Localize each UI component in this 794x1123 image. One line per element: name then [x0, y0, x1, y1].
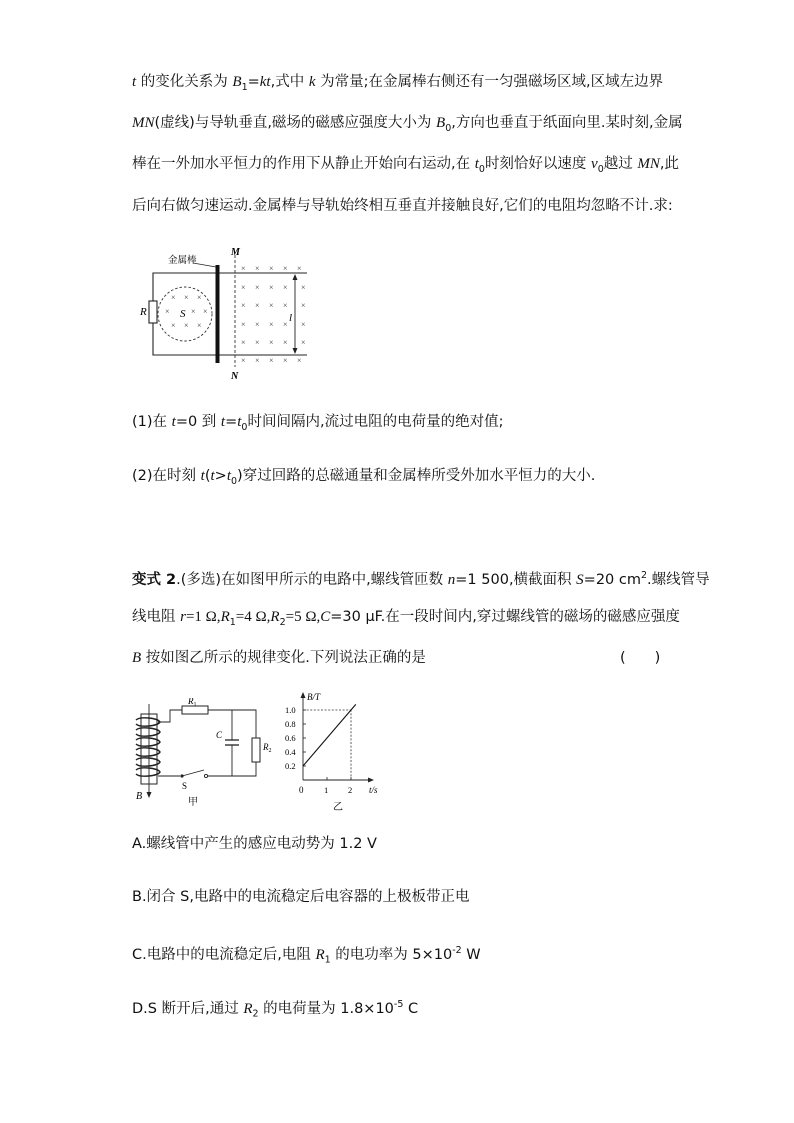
svg-text:×: ×	[297, 356, 302, 365]
question-2: (2)在时刻 $t(t>t_0)$穿过回路的总磁通量和金属棒所受外加水平恒力的大小.	[132, 468, 596, 487]
svg-text:×: ×	[241, 301, 246, 310]
y-axis-label: B/T	[307, 692, 321, 702]
svg-text:×: ×	[269, 264, 274, 273]
y-tick-label: 0.2	[285, 761, 296, 771]
label-R: R	[140, 306, 147, 318]
problem2-line-3: B 按如图乙所示的规律变化.下列说法正确的是	[132, 650, 426, 666]
problem1-line-2: MN(虚线)与导轨垂直,磁场的磁感应强度大小为 $B_0$,方向也垂直于纸面向里.某时刻,金属	[132, 115, 683, 134]
svg-text:×: ×	[241, 264, 246, 273]
svg-text:×: ×	[197, 321, 202, 330]
svg-text:×: ×	[301, 283, 306, 292]
svg-text:×: ×	[241, 338, 246, 347]
label-l: l	[289, 312, 293, 324]
label-R2: $R_2$	[263, 742, 272, 754]
y-tick-label: 0.8	[285, 719, 296, 729]
svg-text:×: ×	[197, 293, 202, 302]
svg-text:×: ×	[241, 320, 246, 329]
series-line-B	[303, 704, 356, 766]
x-tick-label: 2	[348, 785, 353, 795]
svg-text:×: ×	[297, 264, 302, 273]
svg-text:×: ×	[301, 301, 306, 310]
svg-text:×: ×	[283, 301, 288, 310]
resistor-R	[149, 301, 157, 323]
problem1-line-1: t 的变化关系为 $B_1=kt$,式中 k 为常量;在金属棒右侧还有一匀强磁场区域,区域左边界	[132, 74, 664, 93]
problem2-line-2: 线电阻 r=1 $\Omega,R_1=4$ $\Omega,R_2=5$ Ω,C=30 μF.在一段时间内,穿过螺线管的磁场的磁感应强度	[132, 609, 680, 628]
svg-text:×: ×	[255, 320, 260, 329]
label-M: M	[231, 247, 240, 258]
svg-text:×: ×	[255, 283, 260, 292]
svg-text:×: ×	[283, 264, 288, 273]
svg-text:×: ×	[191, 307, 196, 316]
svg-text:×: ×	[184, 321, 189, 330]
caption-yi: 乙	[333, 802, 343, 813]
svg-text:×: ×	[301, 320, 306, 329]
bt-graph-yi	[283, 690, 393, 818]
circuit-figure-jia	[128, 698, 276, 810]
label-S: S	[180, 308, 186, 320]
caption-jia: 甲	[188, 797, 198, 808]
svg-text:×: ×	[241, 356, 246, 365]
svg-text:×: ×	[241, 283, 246, 292]
svg-text:×: ×	[255, 264, 260, 273]
svg-text:×: ×	[269, 338, 274, 347]
answer-bracket[interactable]: ( )	[620, 650, 661, 666]
problem2-line-1: 变式 2.(多选)在如图甲所示的电路中,螺线管匝数 n=1 500,横截面积 S=20 $cm^2$.螺线管导	[132, 570, 710, 588]
svg-text:×: ×	[283, 356, 288, 365]
resistor-R2	[252, 738, 260, 762]
svg-text:×: ×	[269, 283, 274, 292]
origin-label: 0	[299, 785, 304, 795]
svg-text:×: ×	[283, 320, 288, 329]
y-tick-label: 0.4	[285, 747, 296, 757]
option-C[interactable]: C.电路中的电流稳定后,电阻 $R_1$ 的电功率为 $5\times 10^{-2}$ W	[132, 945, 481, 966]
metal-rod	[216, 265, 220, 363]
y-tick-label: 0.6	[285, 733, 296, 743]
label-rod: 金属棒	[168, 256, 197, 266]
svg-text:×: ×	[165, 307, 170, 316]
switch-S	[182, 770, 204, 776]
y-tick-label: 1.0	[285, 705, 296, 715]
label-C: C	[216, 730, 223, 740]
label-B: B	[136, 791, 143, 802]
question-1: (1)在 t=0 到 $t=t_0$时间间隔内,流过电阻的电荷量的绝对值;	[132, 414, 504, 433]
rail-circuit-figure	[135, 243, 325, 383]
svg-text:×: ×	[184, 293, 189, 302]
problem1-line-3: 棒在一外加水平恒力的作用下从静止开始向右运动,在 $t_0$时刻恰好以速度 $v_0$越过 MN,此	[132, 156, 679, 175]
svg-text:×: ×	[255, 301, 260, 310]
label-R1: $R_1$	[188, 698, 197, 708]
x-axis-label: t/s	[369, 785, 378, 795]
svg-text:×: ×	[203, 307, 208, 316]
svg-text:×: ×	[255, 356, 260, 365]
circle-field-crosses	[165, 293, 208, 330]
svg-text:×: ×	[269, 320, 274, 329]
problem1-line-4: 后向右做匀速运动.金属棒与导轨始终相互垂直并接触良好,它们的电阻均忽略不计.求:	[132, 198, 673, 214]
label-S-switch: S	[182, 781, 188, 791]
problem2-title: 变式 2	[132, 571, 177, 588]
x-tick-label: 1	[324, 785, 329, 795]
svg-text:×: ×	[171, 321, 176, 330]
svg-text:×: ×	[171, 293, 176, 302]
svg-text:×: ×	[269, 301, 274, 310]
svg-text:×: ×	[283, 338, 288, 347]
label-N: N	[231, 371, 239, 382]
svg-text:×: ×	[283, 283, 288, 292]
svg-text:×: ×	[255, 338, 260, 347]
option-A[interactable]: A.螺线管中产生的感应电动势为 1.2 V	[132, 836, 377, 852]
option-D[interactable]: D.S 断开后,通过 $R_2$ 的电荷量为 $1.8\times 10^{-5}$ C	[132, 999, 419, 1020]
svg-text:×: ×	[269, 356, 274, 365]
svg-text:×: ×	[301, 338, 306, 347]
option-B[interactable]: B.闭合 S,电路中的电流稳定后电容器的上极板带正电	[132, 889, 470, 905]
